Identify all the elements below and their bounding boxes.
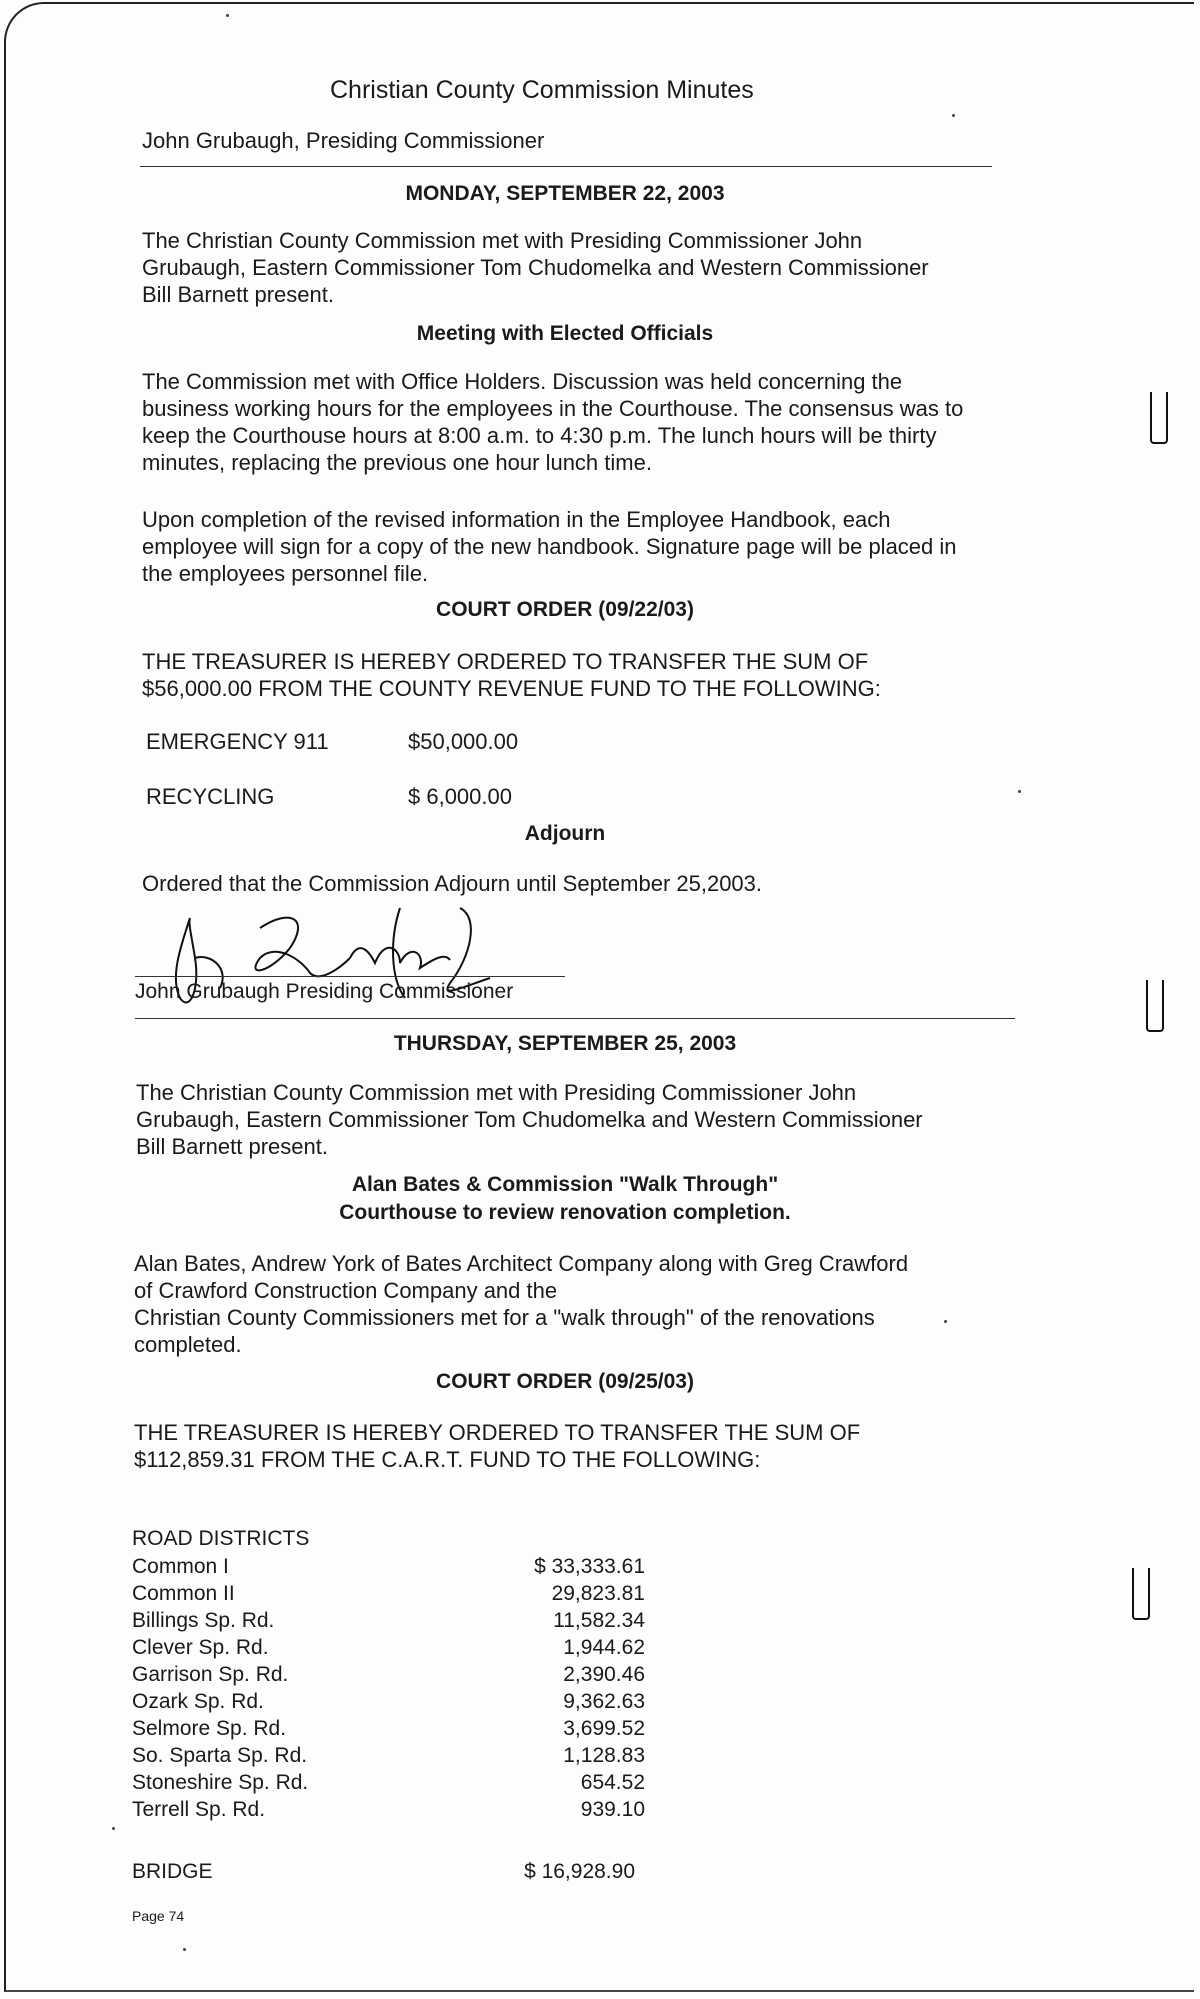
road-label: Garrison Sp. Rd. (132, 1663, 289, 1686)
allocation-amount: $ 6,000.00 (408, 784, 512, 809)
document-title: Christian County Commission Minutes (330, 76, 754, 104)
binder-mark (1132, 1568, 1150, 1620)
road-amount: $ 33,333.61 (534, 1555, 645, 1578)
road-label: Billings Sp. Rd. (132, 1609, 275, 1632)
scan-speck (226, 14, 229, 17)
walk-text-line: Christian County Commissioners met for a "walk through" of the renovations (134, 1305, 875, 1330)
presiding-commissioner: John Grubaugh, Presiding Commissioner (142, 128, 545, 153)
scan-speck (944, 1320, 947, 1323)
road-amount: 3,699.52 (563, 1717, 645, 1740)
road-amount: 654.52 (580, 1771, 645, 1794)
scan-speck (183, 1948, 186, 1951)
officials-text: The Commission met with Office Holders. Discussion was held concerning the business working hours for the employees in the Courthouse. The consensus was to keep the Courthouse hours at 8:00 a.m. to 4:30 p.m. The lunch hours will be thirty minutes, replacing the previous one hour lunch time. (142, 369, 964, 475)
walk-heading-line-2: Courthouse to review renovation completion. (339, 1201, 791, 1224)
signature-label: John Grubaugh Presiding Commissioner (135, 980, 514, 1003)
meeting2-date: THURSDAY, SEPTEMBER 25, 2003 (393, 1032, 737, 1055)
road-label: Common II (132, 1582, 235, 1605)
road-districts-heading: ROAD DISTRICTS (132, 1527, 310, 1550)
road-amount: 939.10 (580, 1798, 645, 1821)
meeting1-date: MONDAY, SEPTEMBER 22, 2003 (405, 182, 725, 205)
road-label: Common I (132, 1555, 229, 1578)
scan-speck (1018, 790, 1021, 793)
bridge-label: BRIDGE (132, 1860, 213, 1883)
walk-text-line: completed. (134, 1332, 242, 1357)
walk-text-line: Alan Bates, Andrew York of Bates Architect Company along with Greg Crawford (134, 1251, 909, 1276)
allocation-amount: $50,000.00 (408, 729, 519, 754)
binder-mark (1146, 980, 1164, 1032)
road-amount: 2,390.46 (563, 1663, 645, 1686)
road-amount: 1,944.62 (563, 1636, 645, 1659)
signature-line (135, 976, 565, 977)
road-label: Selmore Sp. Rd. (132, 1717, 287, 1740)
binder-mark (1150, 392, 1168, 444)
court-order-1-heading: COURT ORDER (09/22/03) (436, 598, 694, 621)
meeting1-intro: The Christian County Commission met with Presiding Commissioner John Grubaugh, Eastern Commissioner Tom Chudomelka and Western Commissioner Bill Barnett present. (142, 228, 929, 307)
bridge-amount: $ 16,928.90 (524, 1860, 635, 1883)
scan-speck (112, 1827, 115, 1830)
road-amount: 11,582.34 (553, 1609, 645, 1632)
road-label: Stoneshire Sp. Rd. (132, 1771, 309, 1794)
meeting2-intro: The Christian County Commission met with Presiding Commissioner John Grubaugh, Eastern Commissioner Tom Chudomelka and Western Commissioner Bill Barnett present. (136, 1080, 923, 1159)
page-number: Page 74 (132, 1908, 185, 1924)
handbook-text: Upon completion of the revised information in the Employee Handbook, each employee will sign for a copy of the new handbook. Signature page will be placed in the employees personnel file. (142, 507, 957, 586)
road-amount: 9,362.63 (563, 1690, 645, 1713)
allocation-label: EMERGENCY 911 (146, 729, 329, 754)
walk-text-line: of Crawford Construction Company and the (134, 1278, 558, 1303)
walk-heading-line-1: Alan Bates & Commission "Walk Through" (351, 1173, 779, 1196)
scan-speck (952, 114, 955, 117)
road-label: Terrell Sp. Rd. (132, 1798, 266, 1821)
road-amount: 29,823.81 (551, 1582, 645, 1605)
road-label: Clever Sp. Rd. (132, 1636, 269, 1659)
court-order-2-heading: COURT ORDER (09/25/03) (436, 1370, 694, 1393)
road-amount: 1,128.83 (563, 1744, 645, 1767)
allocation-label: RECYCLING (146, 784, 275, 809)
header-rule (140, 166, 992, 167)
adjourn-heading: Adjourn (524, 822, 606, 845)
road-label: Ozark Sp. Rd. (132, 1690, 264, 1713)
officials-heading: Meeting with Elected Officials (416, 322, 714, 345)
meeting-divider (135, 1018, 1015, 1019)
court-order-2-text: THE TREASURER IS HEREBY ORDERED TO TRANSFER THE SUM OF $112,859.31 FROM THE C.A.R.T. FUND TO THE FOLLOWING: (134, 1420, 861, 1472)
road-label: So. Sparta Sp. Rd. (132, 1744, 308, 1767)
court-order-1-text: THE TREASURER IS HEREBY ORDERED TO TRANSFER THE SUM OF $56,000.00 FROM THE COUNTY REVENUE FUND TO THE FOLLOWING: (142, 649, 881, 701)
adjourn-text: Ordered that the Commission Adjourn until September 25,2003. (142, 871, 763, 896)
